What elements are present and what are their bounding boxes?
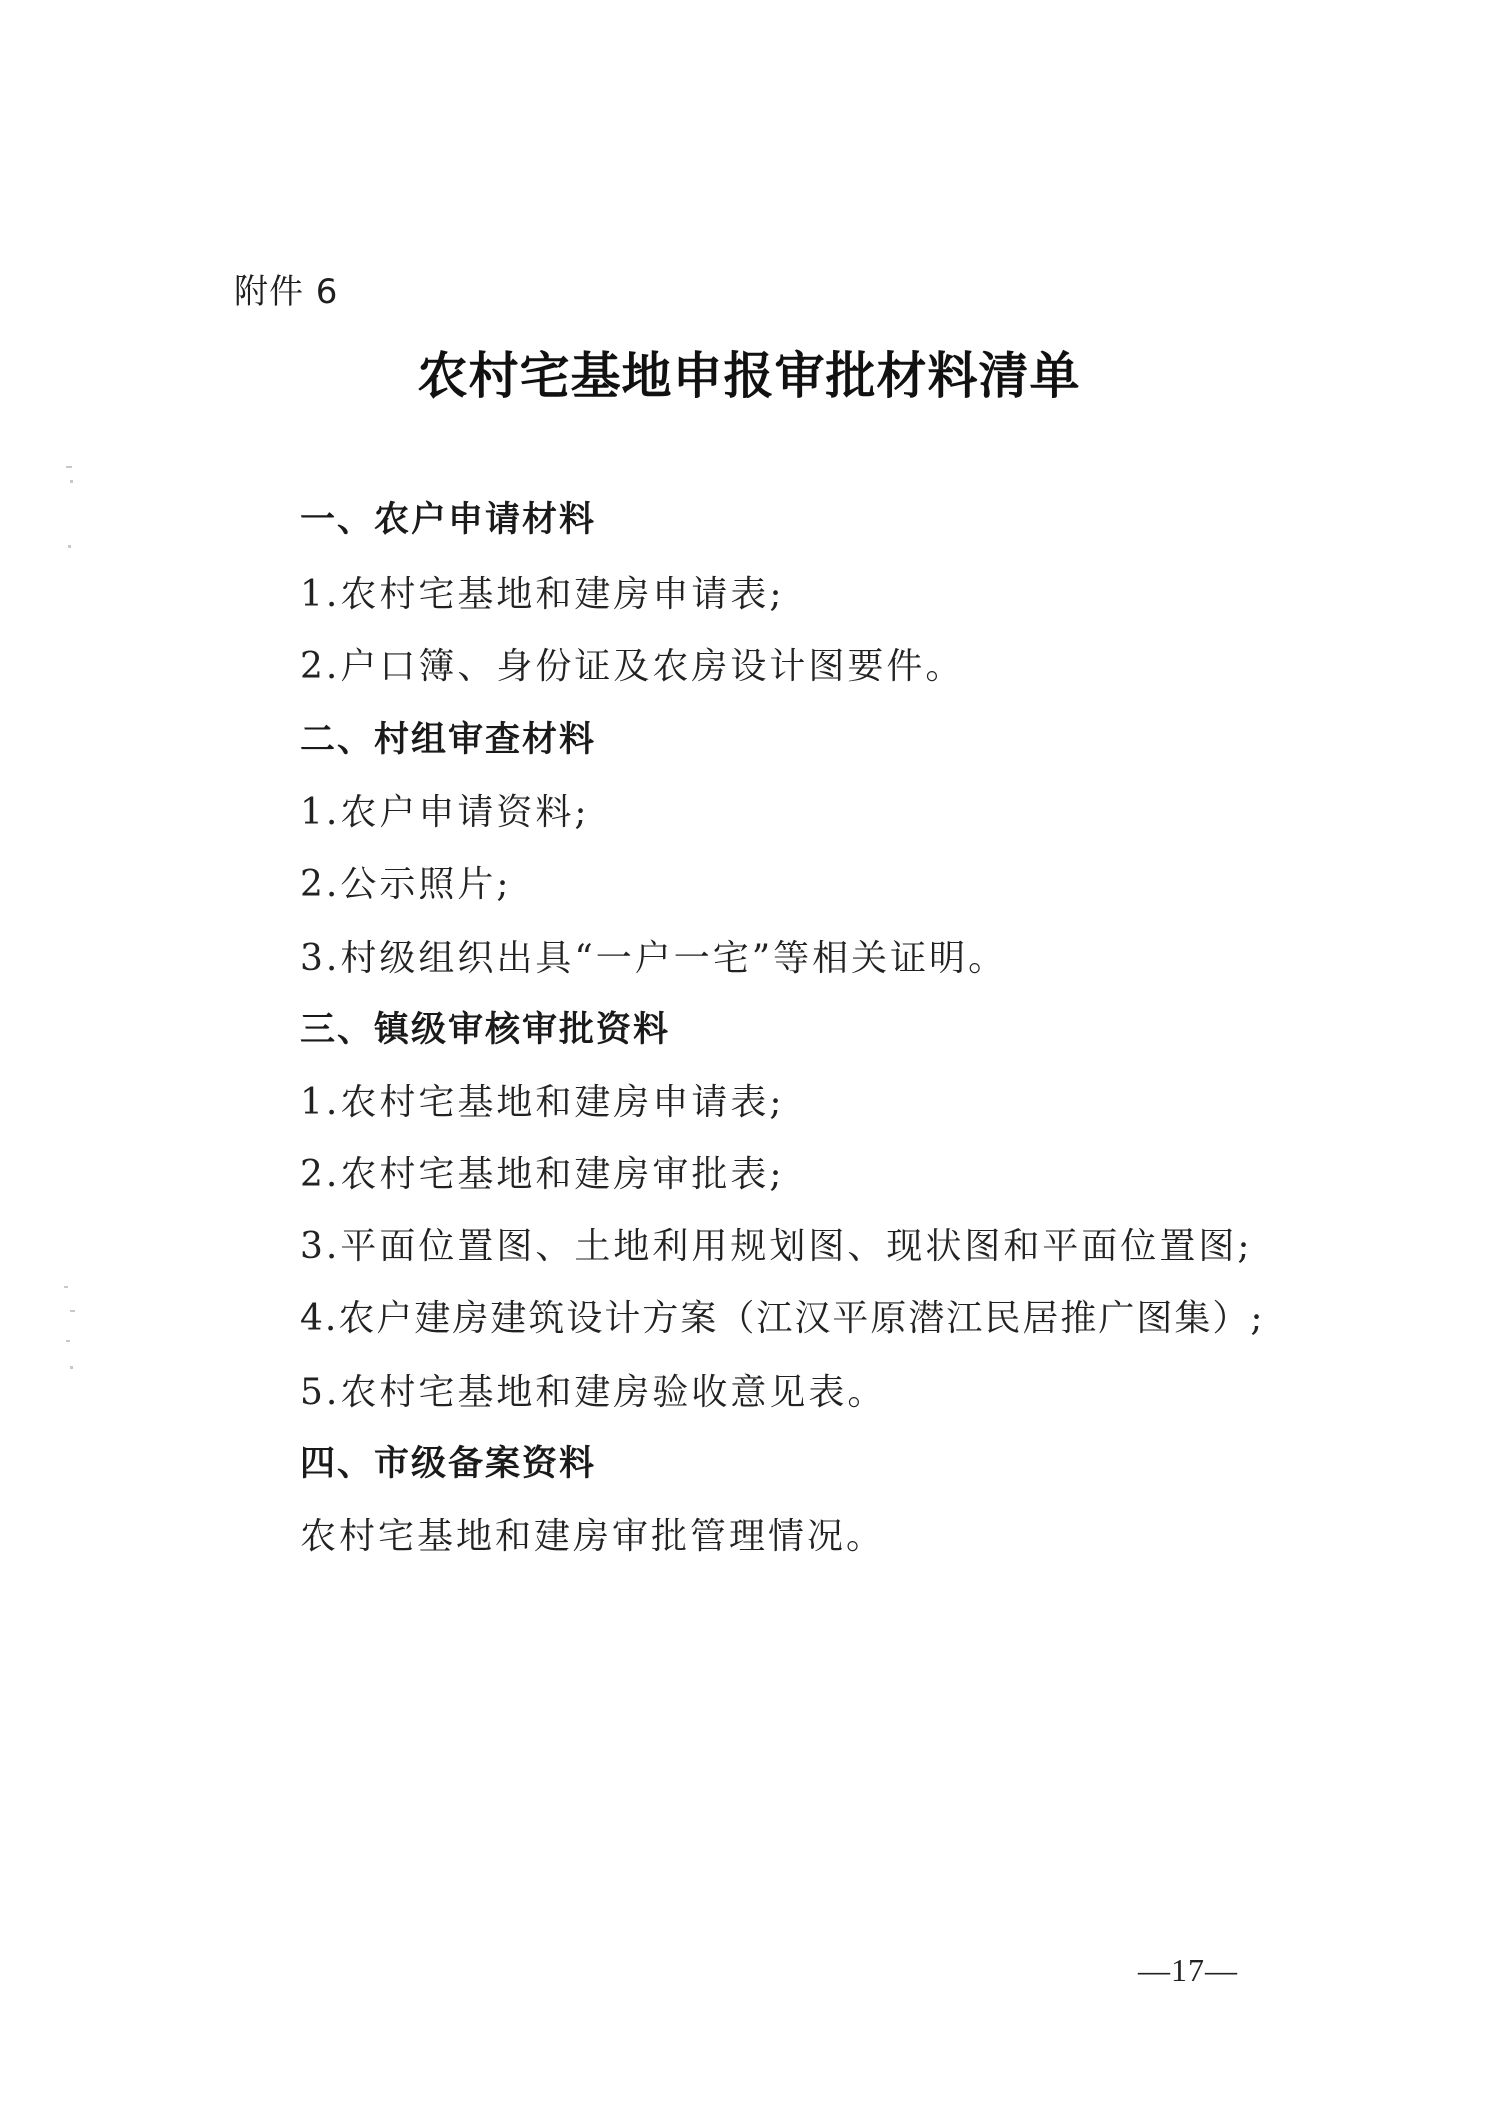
scan-artifact <box>70 1366 73 1369</box>
scan-artifact <box>68 545 71 548</box>
page-number: —17— <box>1138 1952 1238 1988</box>
scan-artifact <box>70 1310 75 1312</box>
page-title: 农村宅基地申报审批材料清单 <box>417 346 1081 405</box>
scan-artifact <box>66 1340 70 1342</box>
list-item: 农村宅基地和建房审批管理情况。 <box>300 1516 886 1557</box>
list-item: 1.农户申请资料; <box>300 792 590 833</box>
list-item: 2.农村宅基地和建房审批表; <box>300 1154 785 1195</box>
scan-artifact <box>64 1286 68 1288</box>
list-item: 3.村级组织出具“一户一宅”等相关证明。 <box>300 938 1008 979</box>
list-item: 4.农户建房建筑设计方案（江汉平原潜江民居推广图集）; <box>300 1298 1265 1339</box>
scan-artifact <box>66 466 72 468</box>
section-heading: 四、市级备案资料 <box>300 1444 597 1484</box>
section-heading: 一、农户申请材料 <box>300 500 597 540</box>
list-item: 1.农村宅基地和建房申请表; <box>300 574 785 615</box>
scan-artifact <box>70 480 73 483</box>
list-item: 2.户口簿、身份证及农房设计图要件。 <box>300 646 965 687</box>
list-item: 2.公示照片; <box>300 864 512 905</box>
list-item: 1.农村宅基地和建房申请表; <box>300 1082 785 1123</box>
attachment-label: 附件 6 <box>234 272 339 312</box>
list-item: 5.农村宅基地和建房验收意见表。 <box>300 1372 887 1413</box>
section-heading: 三、镇级审核审批资料 <box>300 1010 671 1050</box>
section-heading: 二、村组审查材料 <box>300 720 597 760</box>
list-item: 3.平面位置图、土地利用规划图、现状图和平面位置图; <box>300 1226 1253 1267</box>
